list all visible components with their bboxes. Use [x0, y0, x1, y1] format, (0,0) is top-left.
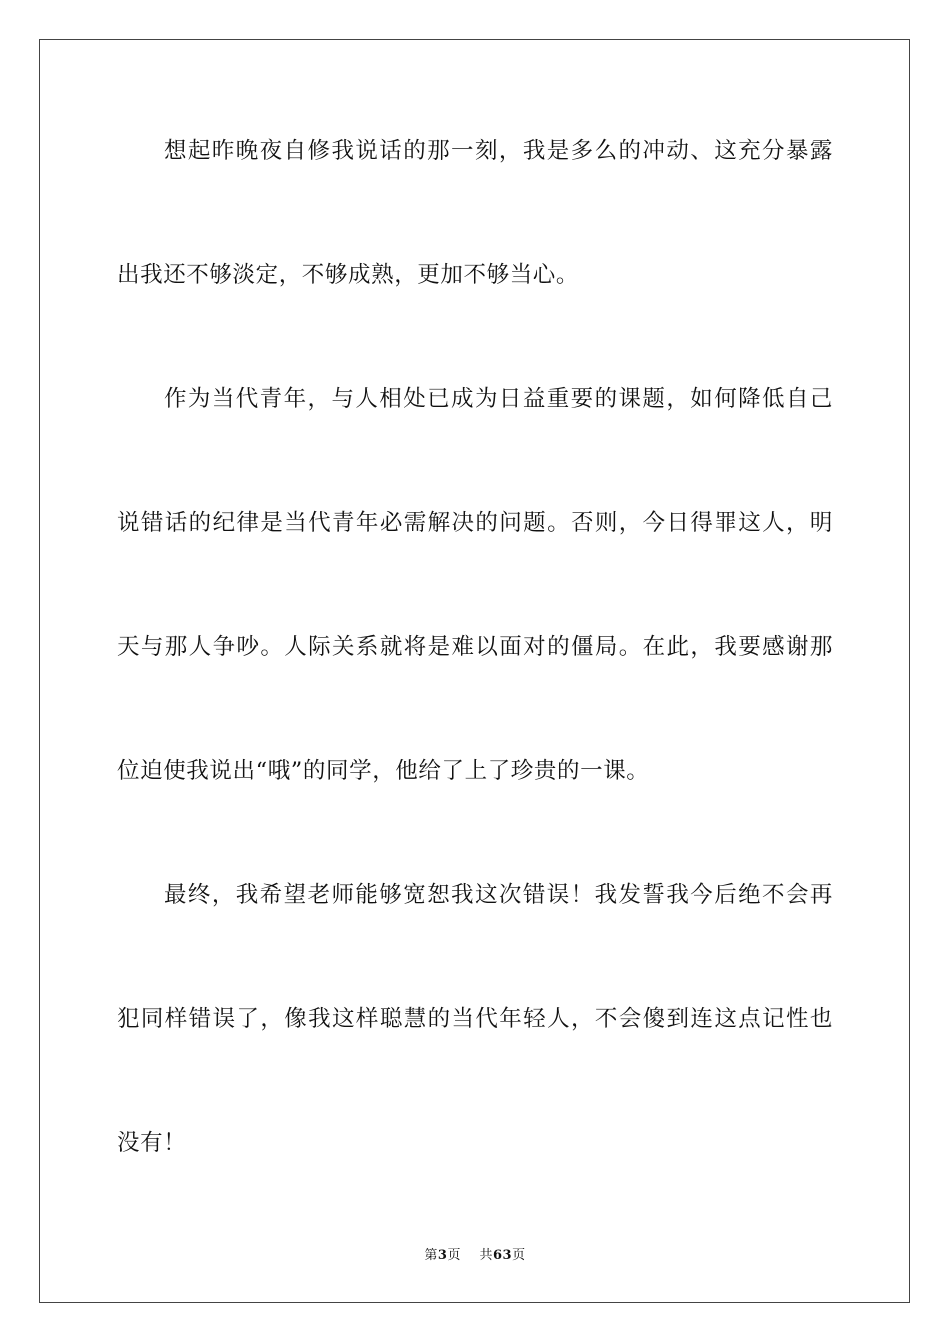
- total-pages: 63: [493, 1248, 513, 1263]
- paragraph-2-line-3: 天与那人争吵。人际关系就将是难以面对的僵局。在此，我要感谢那: [117, 634, 833, 660]
- page-prefix: 第: [424, 1248, 438, 1263]
- paragraph-2-line-1: 作为当代青年，与人相处已成为日益重要的课题，如何降低自己: [164, 386, 833, 412]
- paragraph-2-line-4: 位迫使我说出“哦”的同学，他给了上了珍贵的一课。: [117, 758, 650, 784]
- paragraph-1-line-2: 出我还不够淡定，不够成熟，更加不够当心。: [117, 262, 580, 288]
- page-suffix: 页: [447, 1248, 461, 1263]
- total-prefix: 共: [479, 1248, 493, 1263]
- paragraph-3-line-1: 最终，我希望老师能够宽恕我这次错误！我发誓我今后绝不会再: [164, 882, 833, 908]
- paragraph-3-line-3: 没有！: [117, 1130, 187, 1156]
- page-footer: [0, 1247, 950, 1265]
- paragraph-1-line-1: 想起昨晚夜自修我说话的那一刻，我是多么的冲动、这充分暴露: [164, 138, 833, 164]
- page-frame: [39, 39, 910, 1303]
- paragraph-3-line-2: 犯同样错误了，像我这样聪慧的当代年轻人，不会傻到连这点记性也: [117, 1006, 833, 1032]
- page-number: 3: [437, 1248, 448, 1263]
- paragraph-2-line-2: 说错话的纪律是当代青年必需解决的问题。否则，今日得罪这人，明: [117, 510, 833, 536]
- total-suffix: 页: [512, 1248, 526, 1263]
